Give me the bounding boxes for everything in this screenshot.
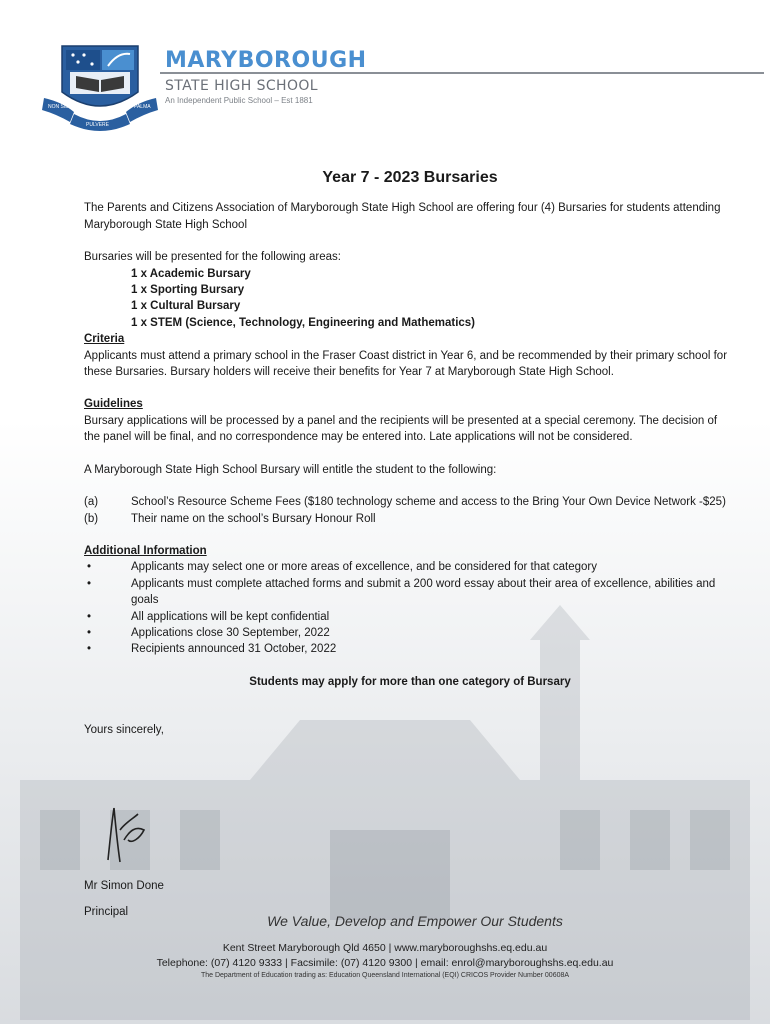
entitle-text: A Maryborough State High School Bursary will entitle the student to the following:: [84, 463, 497, 476]
info-text: Applications close 30 September, 2022: [131, 626, 330, 639]
bullet-icon: •: [87, 626, 92, 639]
entitlement-label: (a): [84, 496, 99, 509]
area-item: 1 x STEM (Science, Technology, Engineering and Mathematics): [131, 316, 476, 329]
info-bullet-item: [84, 609, 736, 625]
crest-motto-right: PALMA: [134, 104, 151, 110]
area-item: 1 x Academic Bursary: [131, 267, 251, 280]
crest-motto-left: NON SIBI: [48, 104, 70, 110]
criteria-text: Applicants must attend a primary school in the Fraser Coast district in Year 6, and be recommended by their primary school for these Bursaries. Bursary holders will receive their benefits for Year 7 at Maryborough State High School.: [84, 349, 728, 379]
entitlement-text: School’s Resource Scheme Fees ($180 technology scheme and access to the Bring Your Own Device Network -$25): [131, 496, 726, 509]
entitlement-item: [84, 511, 736, 527]
school-tagline: An Independent Public School – Est 1881: [165, 96, 313, 105]
intro-paragraph: The Parents and Citizens Association of Maryborough State High School are offering four (4) Bursaries for students attending Maryborough State High School: [84, 202, 721, 231]
signer-role: Principal: [84, 906, 129, 918]
closing-line: Yours sincerely,: [84, 724, 164, 737]
entitlement-label: (b): [84, 512, 99, 525]
info-text: Applicants must complete attached forms and submit a 200 word essay about their area of excellence, abilities and goals: [131, 577, 716, 607]
bullet-icon: •: [87, 577, 92, 590]
letter-body: [84, 170, 736, 739]
info-bullet-item: [84, 576, 736, 609]
footer-legal: The Department of Education trading as: Education Queensland International (EQI) CRICOS Provider Number 00608A: [200, 972, 570, 979]
footer-address: Kent Street Maryborough Qld 4650 | www.maryboroughshs.eq.edu.au: [222, 942, 548, 954]
guidelines-heading: Guidelines: [84, 398, 143, 411]
entitlement-text: Their name on the school’s Bursary Honour Roll: [131, 512, 376, 525]
guidelines-text: Bursary applications will be processed by a panel and the recipients will be presented at a special ceremony. The decision of the panel will be final, and no correspondence may be entered into. Late applications will not be considered.: [84, 414, 718, 444]
bullet-icon: •: [87, 561, 92, 574]
crest-motto-center: PULVERE: [86, 122, 109, 128]
info-text: Recipients announced 31 October, 2022: [131, 643, 337, 656]
signer-name: Mr Simon Done: [84, 880, 164, 892]
signature-image: [100, 800, 150, 870]
info-bullet-item: [84, 559, 736, 575]
school-subtitle: STATE HIGH SCHOOL: [165, 78, 319, 94]
area-item: 1 x Sporting Bursary: [131, 284, 245, 297]
apply-note: Students may apply for more than one category of Bursary: [249, 675, 571, 688]
criteria-heading: Criteria: [84, 333, 125, 346]
bullet-icon: •: [87, 643, 92, 656]
bullet-icon: •: [87, 610, 92, 623]
info-text: Applicants may select one or more areas of excellence, and be considered for that category: [131, 561, 598, 574]
footer-contact: Telephone: (07) 4120 9333 | Facsimile: (07) 4120 9300 | email: enrol@maryboroughshs.eq.edu.au: [156, 957, 614, 969]
area-item: 1 x Cultural Bursary: [131, 300, 241, 313]
info-text: All applications will be kept confidential: [131, 610, 330, 623]
areas-intro: Bursaries will be presented for the following areas:: [84, 251, 341, 264]
additional-info-heading: Additional Information: [84, 544, 207, 557]
page-title: Year 7 - 2023 Bursaries: [322, 169, 498, 186]
school-motto: We Value, Develop and Empower Our Students: [267, 913, 563, 929]
school-name: MARYBOROUGH: [165, 48, 367, 73]
entitlement-item: [84, 494, 736, 510]
info-bullet-item: [84, 641, 736, 657]
info-bullet-item: [84, 625, 736, 641]
school-crest-logo: [40, 42, 160, 134]
